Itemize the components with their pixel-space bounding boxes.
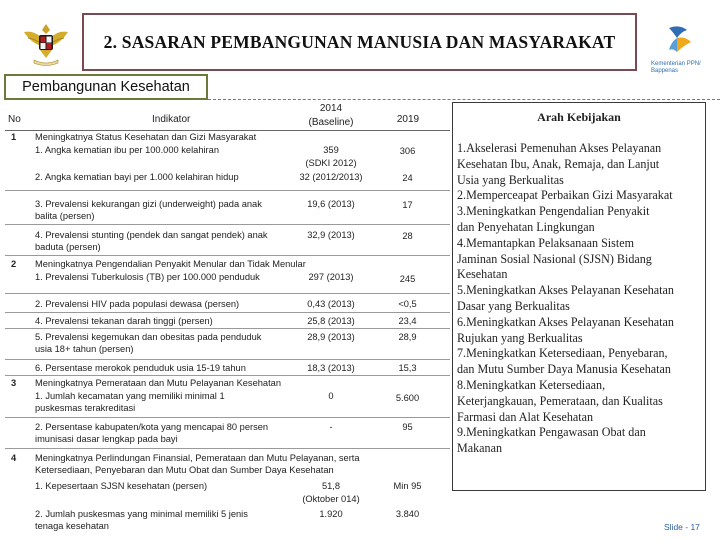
arah-kebijakan-list bbox=[457, 141, 703, 457]
section-tab: Pembangunan Kesehatan bbox=[4, 74, 208, 100]
header-indikator: Indikator bbox=[152, 114, 191, 125]
target-value: 17 bbox=[402, 200, 413, 210]
baseline-value: 19,6 (2013) bbox=[307, 199, 355, 209]
indicator-text: 1. Jumlah kecamatan yang memiliki minimal 1 bbox=[35, 391, 225, 401]
header-baseline-label: (Baseline) bbox=[308, 117, 354, 128]
row-divider bbox=[5, 375, 450, 376]
row-divider bbox=[5, 312, 450, 313]
indicator-text: 2. Prevalensi HIV pada populasi dewasa (persen) bbox=[35, 299, 240, 309]
policy-line: dan Penyehatan Lingkungan bbox=[457, 219, 595, 234]
indicator-text-cont: tenaga kesehatan bbox=[35, 521, 109, 531]
row-divider bbox=[5, 190, 450, 191]
group-number: 3 bbox=[11, 378, 17, 388]
row-divider bbox=[5, 293, 450, 294]
indicator-text: 6. Persentase merokok penduduk usia 15-19 tahun bbox=[35, 363, 246, 373]
baseline-value: 1.920 bbox=[319, 509, 343, 519]
baseline-source: (SDKI 2012) bbox=[305, 158, 357, 168]
dashed-divider bbox=[208, 99, 720, 100]
page-title: 2. SASARAN PEMBANGUNAN MANUSIA DAN MASYARAKAT bbox=[103, 31, 616, 52]
indicator-text: 5. Prevalensi kegemukan dan obesitas pada penduduk bbox=[35, 332, 262, 342]
group-title: Meningkatnya Pemerataan dan Mutu Pelayanan Kesehatan bbox=[35, 378, 282, 388]
header-no: No bbox=[8, 114, 21, 125]
policy-line: 7.Meningkatkan Ketersediaan, Penyebaran, bbox=[457, 346, 668, 361]
baseline-value: 0 bbox=[328, 391, 334, 401]
baseline-value: - bbox=[329, 422, 333, 432]
target-value: 306 bbox=[399, 146, 416, 156]
baseline-value: 359 bbox=[323, 145, 339, 155]
policy-line: Farmasi dan Alat Kesehatan bbox=[457, 409, 594, 424]
group-title-cont: Ketersediaan, Penyebaran dan Mutu Obat dan Sumber Daya Kesehatan bbox=[35, 465, 334, 475]
policy-line: 4.Memantapkan Pelaksanaan Sistem bbox=[457, 235, 634, 250]
indicator-text: 4. Prevalensi tekanan darah tinggi (persen) bbox=[35, 316, 213, 326]
policy-line: Usia yang Berkualitas bbox=[457, 172, 564, 187]
row-divider bbox=[5, 417, 450, 418]
garuda-emblem bbox=[20, 18, 72, 70]
policy-line: Makanan bbox=[457, 441, 502, 456]
indicator-text-cont: imunisasi dasar lengkap pada bayi bbox=[35, 434, 178, 444]
group-number: 4 bbox=[11, 453, 17, 463]
baseline-value: 51,8 bbox=[321, 481, 341, 491]
indicator-text: 1. Prevalensi Tuberkulosis (TB) per 100.000 penduduk bbox=[35, 272, 260, 282]
row-divider bbox=[5, 448, 450, 449]
baseline-value: 25,8 (2013) bbox=[307, 316, 355, 326]
policy-line: Keterjangkauan, Pemerataan, dan Kualitas bbox=[457, 393, 663, 408]
target-value: 28,9 bbox=[398, 332, 417, 342]
policy-line: 3.Meningkatkan Pengendalian Penyakit bbox=[457, 204, 650, 219]
target-value: 28 bbox=[402, 231, 413, 241]
baseline-value: 18,3 (2013) bbox=[307, 363, 355, 373]
target-value: 24 bbox=[402, 173, 413, 183]
row-divider bbox=[5, 359, 450, 360]
indicator-text: 2. Persentase kabupaten/kota yang mencapai 80 persen bbox=[35, 422, 269, 432]
indicator-text: 2. Jumlah puskesmas yang minimal memiliki 5 jenis bbox=[35, 509, 248, 519]
indicator-text: 3. Prevalensi kekurangan gizi (underweight) pada anak bbox=[35, 199, 262, 209]
title-box bbox=[82, 13, 637, 71]
indicator-text: 2. Angka kematian bayi per 1.000 kelahiran hidup bbox=[35, 172, 239, 182]
indicator-text: 1. Kepesertaan SJSN kesehatan (persen) bbox=[35, 481, 208, 491]
indicator-text: 4. Prevalensi stunting (pendek dan sangat pendek) anak bbox=[35, 230, 268, 240]
policy-line: 1.Akselerasi Pemenuhan Akses Pelayanan bbox=[457, 141, 662, 155]
policy-line: 9.Meningkatkan Pengawasan Obat dan bbox=[457, 425, 646, 440]
group-title: Meningkatnya Pengendalian Penyakit Menular dan Tidak Menular bbox=[35, 259, 306, 269]
policy-line: 2.Memperceapat Perbaikan Gizi Masyarakat bbox=[457, 188, 673, 203]
group-number: 1 bbox=[11, 132, 17, 142]
bappenas-logo-text: Kementerian PPN/ Bappenas bbox=[651, 61, 701, 74]
group-title: Meningkatnya Perlindungan Finansial, Pemerataan dan Mutu Pelayanan, serta bbox=[35, 453, 360, 463]
baseline-value: 28,9 (2013) bbox=[307, 332, 355, 342]
target-value: <0,5 bbox=[398, 299, 417, 309]
indicator-text-cont: baduta (persen) bbox=[35, 242, 101, 252]
row-divider bbox=[5, 224, 450, 225]
slide-number: Slide - 17 bbox=[664, 522, 700, 532]
target-value: Min 95 bbox=[393, 481, 422, 491]
policy-line: Jaminan Sosial Nasional (SJSN) Bidang bbox=[457, 251, 652, 266]
policy-line: Dasar yang Berkualitas bbox=[457, 298, 570, 313]
policy-line: dan Mutu Sumber Daya Manusia Kesehatan bbox=[457, 362, 671, 377]
policy-line: 6.Meningkatkan Akses Pelayanan Kesehatan bbox=[457, 314, 674, 329]
target-value: 95 bbox=[402, 422, 413, 432]
baseline-value: 32 (2012/2013) bbox=[299, 172, 363, 182]
target-value: 23,4 bbox=[398, 316, 417, 326]
indicator-text-cont: balita (persen) bbox=[35, 211, 95, 221]
indicator-text: 1. Angka kematian ibu per 100.000 kelahiran bbox=[35, 145, 219, 155]
baseline-value: 32,9 (2013) bbox=[307, 230, 355, 240]
indicator-text-cont: usia 18+ tahun (persen) bbox=[35, 344, 134, 354]
target-value: 3.840 bbox=[395, 509, 420, 519]
policy-line: Kesehatan bbox=[457, 267, 508, 282]
header-target: 2019 bbox=[396, 114, 420, 125]
policy-line: Rujukan yang Berkualitas bbox=[457, 330, 583, 345]
indicator-text-cont: puskesmas terakreditasi bbox=[35, 403, 136, 413]
header-baseline-year: 2014 bbox=[319, 103, 343, 114]
target-value: 5.600 bbox=[395, 393, 420, 403]
baseline-value: 0,43 (2013) bbox=[307, 299, 355, 309]
baseline-source: (Oktober 014) bbox=[302, 494, 360, 504]
arah-kebijakan-title: Arah Kebijakan bbox=[537, 110, 621, 124]
policy-line: 8.Meningkatkan Ketersediaan, bbox=[457, 377, 606, 392]
group-title: Meningkatnya Status Kesehatan dan Gizi Masyarakat bbox=[35, 132, 257, 142]
baseline-value: 297 (2013) bbox=[308, 272, 354, 282]
policy-line: 5.Meningkatkan Akses Pelayanan Kesehatan bbox=[457, 283, 674, 298]
target-value: 15,3 bbox=[398, 363, 417, 373]
row-divider bbox=[5, 255, 450, 256]
group-number: 2 bbox=[11, 259, 17, 269]
row-divider bbox=[5, 328, 450, 329]
bappenas-logo bbox=[651, 24, 709, 76]
policy-line: Kesehatan Ibu, Anak, Remaja, dan Lanjut bbox=[457, 156, 660, 171]
target-value: 245 bbox=[399, 274, 416, 284]
